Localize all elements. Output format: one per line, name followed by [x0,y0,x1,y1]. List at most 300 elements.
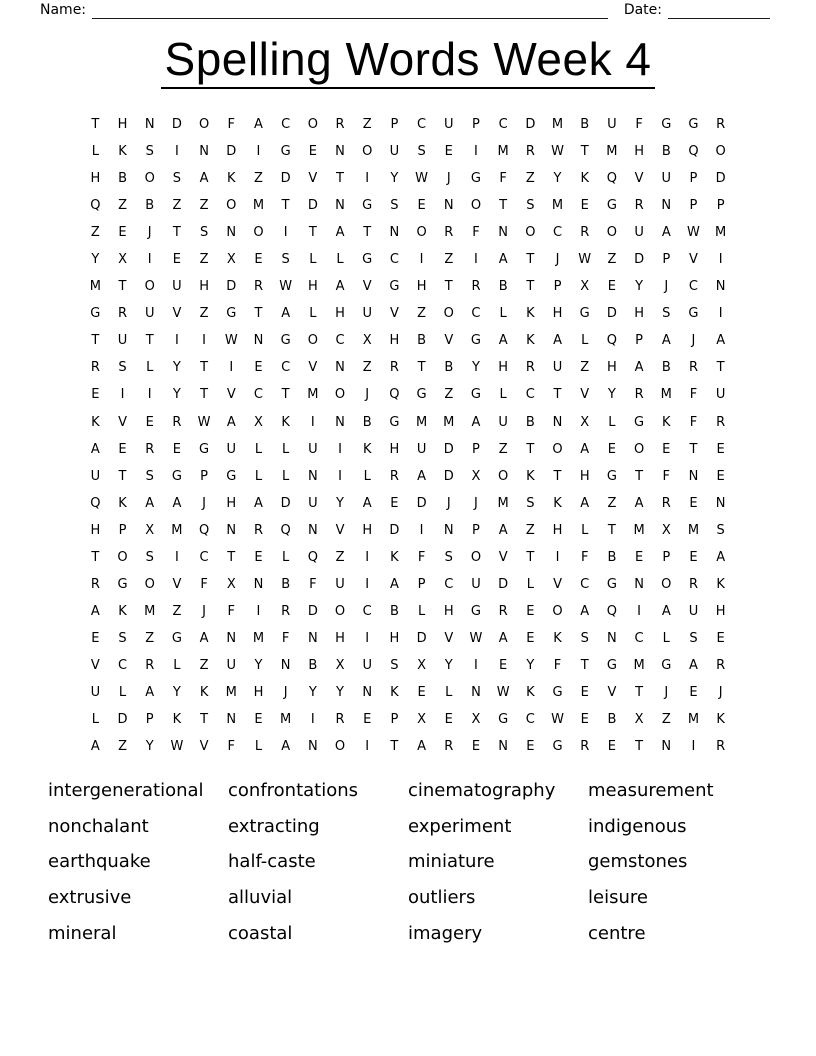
word-list-item: outliers [408,887,476,909]
grid-letter: F [227,739,236,755]
grid-letter: O [334,603,346,619]
grid-letter: A [498,252,508,268]
grid-letter: X [335,657,345,673]
grid-letter: X [118,252,127,268]
grid-letter: Z [172,198,182,214]
grid-letter: U [362,306,372,322]
grid-letter: K [526,306,535,322]
grid-letter: C [688,279,698,295]
grid-letter: D [416,495,427,511]
grid-letter: N [307,468,318,484]
header [40,2,770,19]
grid-letter: E [145,414,154,430]
grid-letter: U [226,441,237,457]
grid-letter: S [716,522,725,538]
grid-letter: I [718,306,723,322]
grid-letter: A [145,495,155,511]
grid-letter: I [365,171,370,187]
grid-letter: M [551,117,564,133]
grid-letter: B [308,657,318,673]
grid-letter: W [279,279,293,295]
grid-letter: M [415,414,428,430]
grid-letter: Q [606,603,618,619]
grid-letter: R [580,225,590,241]
grid-letter: A [498,630,508,646]
grid-letter: V [308,360,318,376]
grid-letter: L [173,657,181,673]
grid-letter: Q [280,522,291,538]
grid-letter: Z [335,549,345,565]
word-list-item: coastal [228,922,293,944]
grid-letter: K [580,171,589,187]
grid-letter: N [226,522,237,538]
grid-letter: V [199,739,209,755]
grid-letter: X [226,252,236,268]
grid-letter: K [553,495,562,511]
grid-letter: G [226,306,237,322]
grid-letter: R [525,144,535,160]
word-list-column [588,778,768,956]
grid-letter: O [715,144,726,160]
grid-letter: Z [145,630,155,646]
grid-letter: L [499,387,507,403]
grid-letter: H [335,630,345,646]
grid-letter: Z [417,306,427,322]
grid-letter: T [254,306,263,322]
grid-letter: N [253,333,264,349]
grid-letter: T [580,144,589,160]
grid-letter: B [607,549,617,565]
grid-letter: H [90,522,101,538]
grid-letter: N [661,198,672,214]
grid-letter: O [470,198,482,214]
grid-letter: A [417,739,427,755]
grid-letter: F [227,117,236,133]
grid-letter: I [474,144,478,160]
grid-letter: G [498,712,509,728]
grid-letter: C [253,387,263,403]
grid-letter: M [443,414,455,430]
grid-letter: L [282,549,290,565]
name-blank-line [92,5,608,19]
grid-letter: T [118,468,127,484]
grid-letter: W [469,630,483,646]
grid-letter: E [716,630,725,646]
grid-letter: I [718,252,723,268]
grid-letter: T [716,360,725,376]
grid-letter: M [551,198,564,214]
grid-letter: J [664,279,669,295]
grid-letter: P [689,171,698,187]
grid-letter: Y [254,657,263,673]
grid-letter: J [555,252,560,268]
grid-letter: R [253,279,263,295]
grid-letter: L [499,306,507,322]
grid-letter: M [171,522,183,538]
grid-letter: Z [444,387,454,403]
grid-letter: R [145,441,155,457]
word-list-item: extrusive [48,887,132,909]
grid-letter: P [553,279,562,295]
word-list-item: miniature [408,851,495,873]
grid-letter: D [307,198,318,214]
grid-letter: X [226,576,236,592]
grid-letter: O [552,603,563,619]
grid-letter: O [661,576,672,592]
grid-letter: G [362,252,373,268]
grid-letter: W [551,712,564,728]
grid-letter: E [172,441,182,457]
grid-letter: U [117,333,128,349]
grid-letter: E [580,712,589,728]
grid-letter: V [90,657,100,673]
grid-letter: O [334,387,346,403]
grid-letter: E [580,198,589,214]
grid-letter: G [362,198,373,214]
grid-letter: L [282,468,290,484]
grid-letter: T [526,441,535,457]
grid-letter: D [171,117,182,133]
grid-letter: B [580,117,590,133]
grid-letter: A [580,495,590,511]
grid-letter: F [662,468,671,484]
grid-letter: U [90,685,101,700]
grid-letter: L [581,522,589,538]
grid-letter: H [498,360,509,376]
grid-letter: E [91,387,100,403]
grid-letter: B [498,279,508,295]
grid-letter: L [254,441,263,457]
grid-letter: E [390,495,399,511]
grid-letter: T [91,117,100,133]
grid-letter: C [498,117,508,133]
grid-letter: E [716,441,725,457]
grid-letter: G [688,117,699,133]
grid-letter: L [282,441,290,457]
grid-letter: O [307,333,318,349]
grid-letter: S [145,549,154,565]
grid-letter: N [362,685,373,700]
grid-letter: C [444,576,454,592]
grid-letter: K [118,495,127,511]
grid-letter: E [417,685,426,700]
grid-letter: A [226,414,236,430]
grid-letter: P [662,549,671,565]
grid-letter: A [580,441,590,457]
grid-letter: F [417,549,426,565]
grid-letter: I [555,549,560,565]
grid-letter: Z [444,252,454,268]
grid-letter: F [499,171,507,187]
grid-letter: F [309,576,317,592]
grid-letter: I [691,739,696,755]
grid-letter: A [172,495,182,511]
grid-letter: T [580,657,589,673]
grid-letter: H [443,603,454,619]
grid-letter: T [635,685,644,700]
grid-letter: S [444,549,453,565]
grid-letter: B [281,576,291,592]
grid-letter: U [389,144,400,160]
grid-letter: H [607,360,617,376]
grid-letter: N [498,225,509,241]
word-list-item: earthquake [48,851,151,873]
grid-letter: T [526,279,535,295]
grid-letter: U [471,576,481,592]
grid-letter: V [335,522,345,538]
grid-letter: A [498,333,508,349]
grid-letter: A [498,522,508,538]
grid-letter: Z [362,117,372,133]
grid-letter: H [199,279,209,295]
grid-letter: R [444,739,454,755]
grid-letter: D [307,603,318,619]
grid-letter: G [171,468,182,484]
grid-letter: S [118,630,127,646]
word-list-column [408,778,588,956]
grid-letter: S [281,252,290,268]
grid-letter: N [389,225,400,241]
word-list-item: imagery [408,922,483,944]
grid-letter: K [526,468,535,484]
grid-letter: X [471,468,481,484]
word-list-item: centre [588,922,646,944]
grid-letter: R [389,468,399,484]
grid-letter: U [607,117,617,133]
grid-letter: T [499,198,508,214]
grid-letter: U [444,117,454,133]
grid-letter: E [254,712,263,728]
grid-letter: R [281,603,291,619]
grid-letter: W [496,685,510,700]
grid-letter: N [607,630,617,646]
grid-letter: I [419,522,424,538]
grid-letter: P [472,441,480,457]
grid-letter: K [172,712,182,728]
grid-letter: M [252,630,265,646]
grid-letter: Z [199,252,209,268]
grid-letter: E [417,198,426,214]
grid-letter: E [254,360,263,376]
grid-letter: H [715,603,726,619]
grid-letter: R [118,306,128,322]
grid-letter: N [335,414,345,430]
grid-letter: E [444,712,453,728]
grid-letter: R [716,739,726,755]
grid-letter: T [417,360,426,376]
grid-letter: R [716,657,726,673]
grid-letter: G [171,630,182,646]
grid-letter: E [254,549,263,565]
grid-letter: B [661,144,671,160]
grid-letter: R [253,522,263,538]
grid-letter: D [525,117,536,133]
grid-letter: F [635,117,643,133]
grid-letter: E [91,630,100,646]
grid-letter: Q [606,333,618,349]
grid-letter: B [118,171,127,187]
grid-letter: W [197,414,211,430]
grid-letter: X [145,522,155,538]
grid-letter: Y [145,739,154,755]
grid-letter: L [417,603,426,619]
grid-letter: O [525,225,536,241]
grid-letter: U [172,279,182,295]
grid-letter: I [120,387,125,403]
grid-letter: Y [172,360,181,376]
grid-letter: Z [362,360,372,376]
grid-letter: J [202,603,207,619]
grid-letter: G [606,468,617,484]
grid-letter: H [389,441,400,457]
grid-letter: R [172,414,182,430]
grid-letter: X [417,657,427,673]
grid-letter: C [117,657,128,673]
grid-letter: D [443,468,454,484]
grid-letter: M [252,198,265,214]
grid-letter: P [689,198,698,214]
grid-letter: T [444,279,453,295]
grid-letter: G [226,468,237,484]
grid-letter: L [309,306,317,322]
grid-letter: L [254,739,263,755]
grid-letter: M [687,522,700,538]
grid-letter: S [172,171,182,187]
grid-letter: F [689,387,698,403]
grid-letter: K [281,414,290,430]
grid-letter: S [390,198,399,214]
grid-letter: U [362,657,372,673]
grid-letter: F [689,414,698,430]
grid-letter: O [416,225,427,241]
grid-letter: X [580,414,590,430]
word-list-item: experiment [408,815,512,837]
word-list-item: mineral [48,922,117,944]
grid-letter: K [362,441,372,457]
grid-letter: A [90,739,100,755]
grid-letter: H [226,495,237,511]
grid-letter: W [687,225,700,241]
grid-letter: D [226,279,237,295]
grid-letter: T [281,387,290,403]
grid-letter: O [144,171,155,187]
grid-letter: I [474,252,478,268]
grid-letter: N [634,576,644,592]
grid-letter: A [199,630,209,646]
grid-letter: H [90,171,101,187]
word-list-item: nonchalant [48,815,149,837]
grid-letter: I [338,468,342,484]
grid-letter: L [309,252,317,268]
grid-letter: M [497,144,509,160]
grid-letter: Y [607,387,616,403]
grid-letter: K [662,414,671,430]
grid-letter: C [525,712,535,728]
grid-letter: C [417,117,427,133]
grid-letter: H [362,522,373,538]
grid-letter: D [498,576,509,592]
word-list-item: indigenous [588,815,687,837]
grid-letter: T [635,739,644,755]
grid-letter: H [335,306,345,322]
grid-letter: A [362,495,372,511]
grid-letter: A [553,333,562,349]
grid-letter: B [362,414,372,430]
grid-letter: V [172,306,182,322]
grid-letter: I [310,414,315,430]
grid-letter: A [281,739,291,755]
grid-letter: G [280,144,291,160]
grid-letter: L [608,414,616,430]
grid-letter: R [716,117,726,133]
grid-letter: H [117,117,128,133]
grid-letter: T [227,549,236,565]
grid-letter: I [365,630,370,646]
grid-letter: G [470,387,481,403]
grid-letter: G [117,576,128,592]
word-list-item: leisure [588,887,648,909]
grid-letter: S [417,144,426,160]
grid-letter: A [90,441,100,457]
grid-letter: V [689,252,698,268]
grid-letter: H [389,630,400,646]
grid-letter: Y [336,685,344,700]
grid-letter: O [606,225,618,241]
grid-letter: B [389,603,399,619]
grid-letter: V [444,333,454,349]
grid-letter: I [365,739,370,755]
grid-letter: R [580,739,590,755]
grid-letter: F [281,630,290,646]
grid-letter: O [498,468,509,484]
grid-letter: Y [444,657,453,673]
grid-letter: Y [308,685,317,700]
grid-letter: G [280,333,291,349]
grid-letter: V [226,387,236,403]
grid-letter: Z [199,657,209,673]
grid-letter: N [688,468,699,484]
grid-letter: Y [526,657,535,673]
grid-letter: T [635,468,644,484]
grid-letter: R [498,603,508,619]
grid-letter: P [417,576,426,592]
date-label: Date: [623,2,662,18]
grid-letter: J [691,333,696,349]
grid-letter: A [634,495,644,511]
grid-letter: Z [118,198,127,214]
word-list-item: measurement [588,780,714,801]
grid-letter: W [224,333,238,349]
grid-letter: S [145,468,154,484]
grid-letter: V [607,685,617,700]
grid-letter: D [634,252,645,268]
grid-letter: Q [90,495,101,511]
grid-letter: C [552,225,563,241]
grid-letter: N [307,630,318,646]
word-list-item: extracting [228,815,320,837]
grid-letter: J [147,225,152,241]
grid-letter: L [146,360,154,376]
grid-letter: L [91,712,99,728]
grid-letter: G [389,414,400,430]
grid-letter: U [90,468,101,484]
grid-letter: S [118,360,127,376]
grid-letter: C [471,306,481,322]
grid-letter: G [606,576,617,592]
grid-letter: V [553,576,562,592]
grid-letter: T [91,333,100,349]
grid-letter: O [307,117,318,133]
